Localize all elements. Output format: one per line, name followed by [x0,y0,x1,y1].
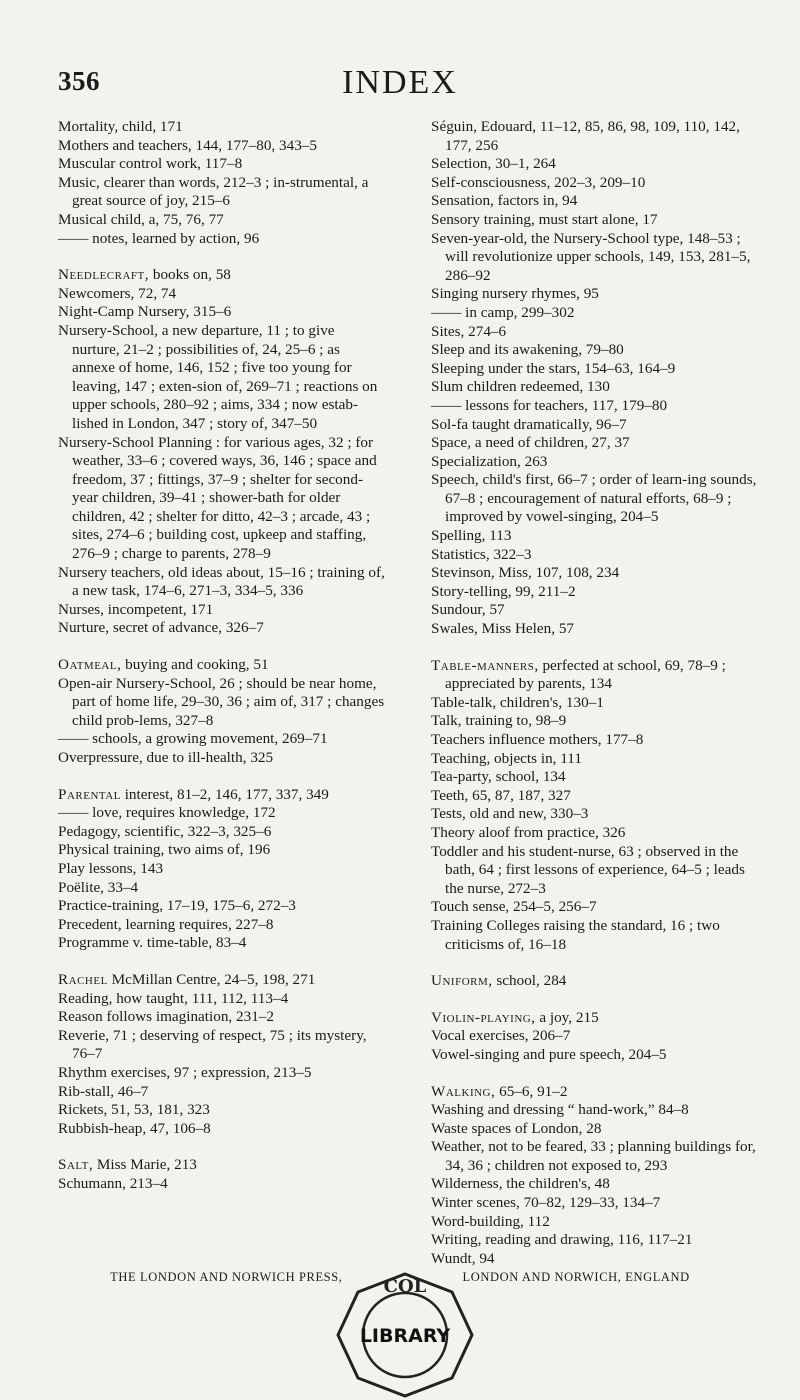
entry-text: Physical training, two aims of, 196 [58,841,271,859]
section-lead-word: Needlecraft, [58,266,150,284]
index-entry [58,1175,385,1194]
entry-text: McMillan Centre, 24–5, 198, 271 [107,970,316,988]
index-entry [58,916,385,935]
entry-text: Mortality, child, 171 [58,118,183,135]
entry-text: Space, a need of children, 27, 37 [431,434,630,452]
imprint-right: LONDON AND NORWICH, ENGLAND [462,1270,690,1284]
index-entry [58,823,385,842]
entry-text: Sol-fa taught dramatically, 96–7 [431,415,627,433]
index-entry [58,285,385,304]
entry-text: Talk, training to, 98–9 [431,712,567,730]
index-entry [58,990,385,1009]
index-entry [58,971,385,990]
entry-text: Story-telling, 99, 211–2 [431,582,576,600]
index-entry [431,323,758,342]
entry-text: perfected at school, 69, 78–9 ; appreciated by parents, 134 [445,656,726,693]
entry-text: Training Colleges raising the standard, 16 ; two criticisms of, 16–18 [431,916,720,953]
section-lead-word: Violin-playing, [431,1008,536,1026]
entry-text: Mothers and teachers, 144, 177–80, 343–5 [58,136,317,154]
entry-text: Teachers influence mothers, 177–8 [431,731,644,748]
entry-text: Selection, 30–1, 264 [431,155,556,173]
index-entry [58,619,385,638]
entry-text: Rickets, 51, 53, 181, 323 [58,1101,210,1119]
index-entry [431,453,758,472]
index-entry [431,211,758,230]
index-entry [431,1213,758,1232]
index-entry [431,1194,758,1213]
entry-text: Overpressure, due to ill-health, 325 [58,749,274,766]
entry-text: Winter scenes, 70–82, 129–33, 134–7 [431,1194,661,1212]
entry-text: Open-air Nursery-School, 26 ; should be near home, part of home life, 29–30, 36 ; aim of, 317 ; changes child prob-lems, 327–8 [58,674,385,729]
index-entry [431,898,758,917]
index-entry [431,768,758,787]
entry-text: Waste spaces of London, 28 [431,1119,602,1137]
entry-text: Seven-year-old, the Nursery-School type, 148–53 ; will revolutionize upper schools, 149, 153, 281–5, 286–92 [431,229,751,284]
index-entry [431,118,758,155]
index-entry [431,731,758,750]
index-entry [58,211,385,230]
index-entry [58,786,385,805]
section-lead-word: Rachel [58,970,108,988]
entry-text: Nursery-School, a new departure, 11 ; to give nurture, 21–2 ; possibilities of, 24, 25–6 ; as annexe of home, 146, 152 ; five too young for leaving, 147 ; exten-sion of, 269–71 ; reactions on upper schools, 280–92 ; aims, 334 ; now estab-lished in London, 347 ; story of, 347–50 [58,321,378,432]
index-entry [58,434,385,564]
entry-text: Rubbish-heap, 47, 106–8 [58,1119,211,1137]
section-gap [431,954,758,972]
entry-text: Specialization, 263 [431,452,548,470]
page-number: 356 [58,66,100,96]
entry-text: Toddler and his student-nurse, 63 ; observed in the bath, 64 ; first lessons of experience, 64–5 ; leads the nurse, 272–3 [431,842,745,897]
entry-text: Touch sense, 254–5, 256–7 [431,898,597,916]
running-head: INDEX [342,64,458,101]
index-entry [431,564,758,583]
entry-text: Teeth, 65, 87, 187, 327 [431,786,571,804]
index-entry [431,1175,758,1194]
imprint-left: THE LONDON AND NORWICH PRESS, [110,1270,343,1284]
entry-text: —— lessons for teachers, 117, 179–80 [431,396,668,414]
index-entry [58,1083,385,1102]
entry-text: Rhythm exercises, 97 ; expression, 213–5 [58,1063,312,1081]
entry-text: a joy, 215 [535,1008,599,1026]
index-entry [58,564,385,601]
index-entry [431,416,758,435]
entry-text: Pedagogy, scientific, 322–3, 325–6 [58,822,272,840]
index-entry [58,879,385,898]
index-entry [58,174,385,211]
index-entry [431,1120,758,1139]
index-entry [431,1046,758,1065]
entry-text: Reverie, 71 ; deserving of respect, 75 ; its mystery, 76–7 [58,1026,367,1063]
entry-text: Teaching, objects in, 111 [431,749,582,767]
index-entry [58,749,385,768]
entry-text: Music, clearer than words, 212–3 ; in-strumental, a great source of joy, 215–6 [58,173,369,210]
library-stamp [330,1270,480,1400]
entry-text: Precedent, learning requires, 227–8 [58,915,274,933]
entry-text: Play lessons, 143 [58,859,164,877]
index-entry [58,322,385,434]
section-lead-word: Oatmeal, [58,656,122,674]
index-entry [431,1138,758,1175]
section-gap [58,953,385,971]
index-column-left [58,118,385,1193]
entry-text: Tests, old and new, 330–3 [431,805,589,823]
index-entry [58,1156,385,1175]
index-entry [431,1083,758,1102]
entry-text: Weather, not to be feared, 33 ; planning buildings for, 34, 36 ; children not exposed to, 293 [431,1138,756,1174]
entry-text: Statistics, 322–3 [431,545,532,563]
index-entry [58,675,385,731]
entry-text: Singing nursery rhymes, 95 [431,285,599,303]
index-entry [431,155,758,174]
index-entry [58,804,385,823]
entry-text: Speech, child's first, 66–7 ; order of learn-ing sounds, 67–8 ; encouragement of natural efforts, 68–9 ; improved by vowel-singing, 204–5 [431,471,757,526]
index-entry [58,1027,385,1064]
entry-text: Séguin, Edouard, 11–12, 85, 86, 98, 109, 110, 142, 177, 256 [431,118,740,154]
entry-text: Sensation, factors in, 94 [431,192,578,210]
entry-text: Sleeping under the stars, 154–63, 164–9 [431,359,676,377]
index-entry [431,341,758,360]
entry-text: —— in camp, 299–302 [431,303,575,321]
section-gap [58,248,385,266]
entry-text: —— notes, learned by action, 96 [58,229,260,247]
section-gap [58,638,385,656]
entry-text: Wundt, 94 [431,1249,495,1267]
entry-text: Vocal exercises, 206–7 [431,1027,571,1045]
index-entry [58,730,385,749]
entry-text: interest, 81–2, 146, 177, 337, 349 [120,785,329,803]
index-entry [431,694,758,713]
index-entry [431,378,758,397]
index-entry [58,1101,385,1120]
index-entry [431,397,758,416]
entry-text: —— schools, a growing movement, 269–71 [58,730,328,748]
index-entry [431,1101,758,1120]
index-entry [58,155,385,174]
section-lead-word: Salt, [58,1156,94,1174]
index-entry [58,1120,385,1139]
index-entry [58,118,385,137]
entry-text: Self-consciousness, 202–3, 209–10 [431,173,646,191]
index-entry [58,897,385,916]
entry-text: Programme v. time-table, 83–4 [58,934,247,952]
index-entry [431,285,758,304]
index-entry [431,972,758,991]
index-entry [431,434,758,453]
entry-text: Table-talk, children's, 130–1 [431,693,604,711]
section-lead-word: Walking, [431,1082,496,1100]
entry-text: school, 284 [492,972,567,990]
entry-text: Schumann, 213–4 [58,1174,168,1192]
index-entry [431,583,758,602]
section-gap [431,1065,758,1083]
index-entry [58,1064,385,1083]
index-entry [431,620,758,639]
index-column-right [431,118,758,1268]
entry-text: Night-Camp Nursery, 315–6 [58,303,232,321]
entry-text: Washing and dressing “ hand-work,” 84–8 [431,1101,689,1119]
index-entry [431,805,758,824]
index-entry [431,1027,758,1046]
index-entry [58,934,385,953]
index-entry [431,360,758,379]
index-entry [431,304,758,323]
entry-text: Spelling, 113 [431,527,512,545]
entry-text: Rib-stall, 46–7 [58,1082,149,1100]
entry-text: Vowel-singing and pure speech, 204–5 [431,1045,667,1063]
section-lead-word: Table-manners, [431,656,539,674]
index-entry [58,230,385,249]
index-entry [431,917,758,954]
entry-text: Newcomers, 72, 74 [58,284,177,302]
entry-text: Word-building, 112 [431,1212,550,1230]
section-gap [58,1138,385,1156]
entry-text: Musical child, a, 75, 76, 77 [58,210,224,228]
entry-text: Nurses, incompetent, 171 [58,600,214,618]
entry-text: Muscular control work, 117–8 [58,155,243,173]
index-entry [431,546,758,565]
entry-text: Poëlite, 33–4 [58,878,139,896]
index-entry [431,750,758,769]
entry-text: Wilderness, the children's, 48 [431,1175,610,1193]
index-entry [431,712,758,731]
entry-text: Slum children redeemed, 130 [431,378,610,396]
index-entry [431,527,758,546]
entry-text: 65–6, 91–2 [495,1082,568,1100]
entry-text: Nurture, secret of advance, 326–7 [58,619,264,637]
section-lead-word: Uniform, [431,972,493,990]
entry-text: Reason follows imagination, 231–2 [58,1008,274,1026]
index-entry [58,1008,385,1027]
entry-text: Tea-party, school, 134 [431,768,566,786]
index-entry [431,824,758,843]
index-entry [431,1231,758,1250]
entry-text: Stevinson, Miss, 107, 108, 234 [431,564,620,582]
index-entry [431,657,758,694]
index-entry [58,860,385,879]
entry-text: Sites, 274–6 [431,322,507,340]
entry-text: Theory aloof from practice, 326 [431,823,626,841]
entry-text: Sleep and its awakening, 79–80 [431,341,624,359]
entry-text: Nursery teachers, old ideas about, 15–16 ; training of, a new task, 174–6, 271–3, 334–5, 336 [58,563,385,600]
entry-text: buying and cooking, 51 [121,656,269,674]
entry-text: —— love, requires knowledge, 172 [58,804,276,822]
entry-text: Swales, Miss Helen, 57 [431,620,575,638]
index-entry [431,1009,758,1028]
index-entry [58,601,385,620]
index-entry [431,174,758,193]
section-lead-word: Parental [58,785,121,803]
stamp-text: LIBRARY [359,1325,451,1347]
index-entry [58,266,385,285]
index-entry [431,192,758,211]
index-entry [58,656,385,675]
section-gap [58,768,385,786]
entry-text: Reading, how taught, 111, 112, 113–4 [58,989,289,1007]
index-entry [431,843,758,899]
entry-text: Sensory training, must start alone, 17 [431,210,658,228]
entry-text: Miss Marie, 213 [93,1156,197,1174]
section-gap [431,991,758,1009]
index-entry [58,841,385,860]
entry-text: Practice-training, 17–19, 175–6, 272–3 [58,897,296,915]
entry-text: Nursery-School Planning : for various ages, 32 ; for weather, 33–6 ; covered ways, 36, 146 ; space and freedom, 37 ; fittings, 37–9 ; shelter for second-year children, 39–41 ; shower-bath for older children, 42 ; shelter for ditto, 42–3 ; arcade, 43 ; sites, 274–6 ; building cost, upkeep and staffing, 276–9 ; charge to parents, 278–9 [58,433,377,563]
section-gap [431,639,758,657]
index-entry [58,303,385,322]
entry-text: books on, 58 [149,266,231,284]
index-entry [431,1250,758,1269]
index-entry [431,787,758,806]
entry-text: Sundour, 57 [431,601,505,619]
index-entry [431,471,758,527]
index-entry [431,230,758,286]
entry-text: Writing, reading and drawing, 116, 117–21 [431,1231,693,1249]
stamp-ring-text: COL [383,1276,427,1297]
index-entry [58,137,385,156]
index-entry [431,601,758,620]
